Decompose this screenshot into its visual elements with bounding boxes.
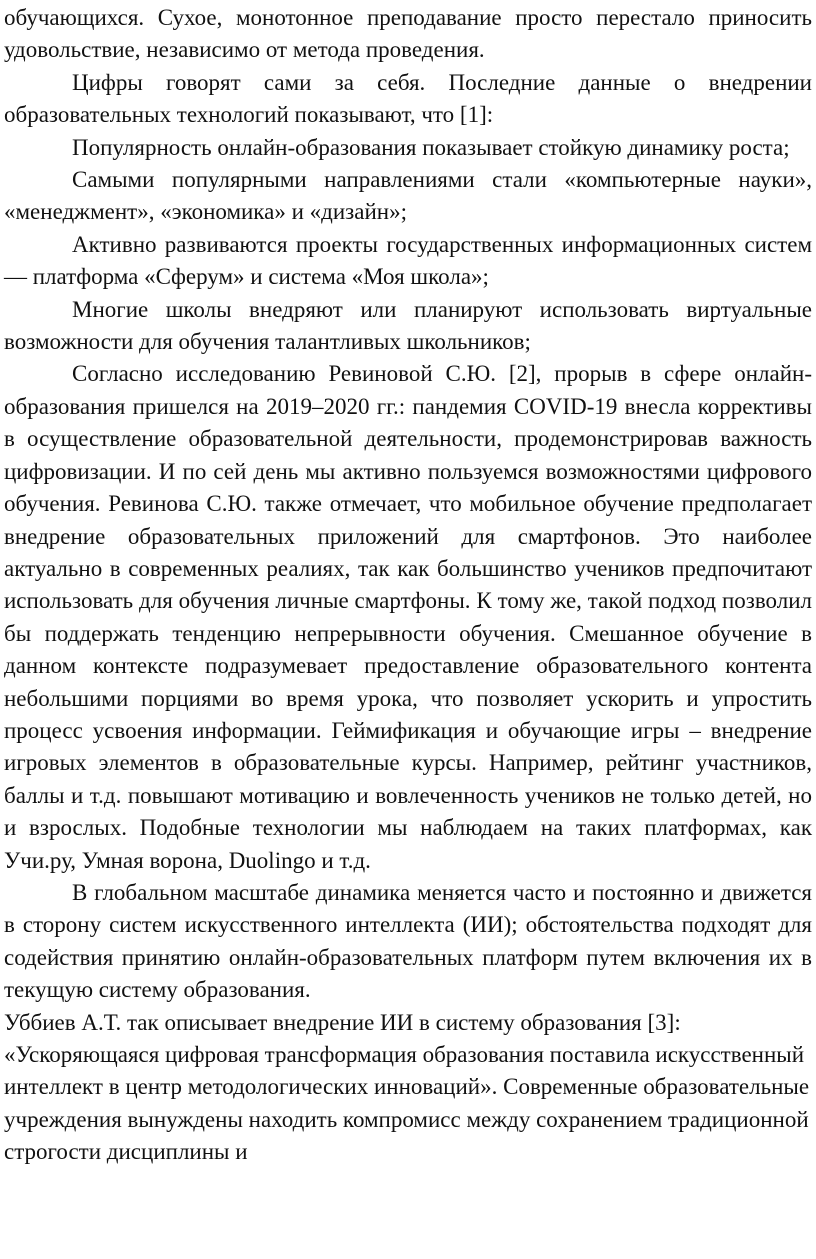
paragraph-3: Популярность онлайн-образования показывает стойкую динамику роста; <box>72 134 790 160</box>
paragraph-6: Многие школы внедряют или планируют использовать виртуальные возможности для обучения талантливых школьников; <box>4 296 812 355</box>
paragraph-2: Цифры говорят сами за себя. Последние данные о внедрении образовательных технологий показывают, что [1]: <box>4 69 812 128</box>
paragraph-8: В глобальном масштабе динамика меняется часто и постоянно и движется в сторону систем искусственного интеллекта (ИИ); обстоятельства подходят для содействия принятию онлайн-образовательных платформ путем включения их в текущую систему образования. <box>4 879 812 1003</box>
paragraph-4: Самыми популярными направлениями стали «компьютерные науки», «менеджмент», «экономика» и «дизайн»; <box>4 167 812 225</box>
paragraph-7: Согласно исследованию Ревиновой С.Ю. [2], прорыв в сфере онлайн-образования пришелся на 2019–2020 гг.: пандемия COVID-19 внесла коррективы в осуществление образовательной деятельности, продемонстрировав важность цифровизации. И по сей день мы активно пользуемся возможностями цифрового обучения. Ревинова С.Ю. также отмечает, что мобильное обучение предполагает внедрение образовательных приложений для смартфонов. Это наиболее актуально в современных реалиях, так как большинство учеников предпочитают использовать для обучения личные смартфоны. К тому же, такой подход позволил бы поддержать тенденцию непрерывности обучения. Смешанное обучение в данном контексте подразумевает предоставление образовательного контента небольшими порциями во время урока, что позволяет ускорить и упростить процесс усвоения информации. Геймификация и обучающие игры – внедрение игровых элементов в образовательные курсы. Например, рейтинг участников, баллы и т.д. повышают мотивацию и вовлеченность учеников не только детей, но и взрослых. Подобные технологии мы наблюдаем на таких платформах, как Учи.ру, Умная ворона, Duolingo и т.д. <box>4 361 812 873</box>
paragraph-9: Уббиев А.Т. так описывает внедрение ИИ в систему образования [3]: «Ускоряющаяся цифровая трансформация образования поставила искусственный интеллект в центр методологических инноваций». Современные образовательные учреждения вынуждены находить компромисс между сохранением традиционной строгости дисциплины и <box>4 1009 810 1165</box>
paragraph-5: Активно развиваются проекты государственных информационных систем — платформа «Сферум» и система «Моя школа»; <box>4 231 812 290</box>
paragraph-1: обучающихся. Сухое, монотонное преподавание просто перестало приносить удовольствие, независимо от метода проведения. <box>4 5 812 63</box>
